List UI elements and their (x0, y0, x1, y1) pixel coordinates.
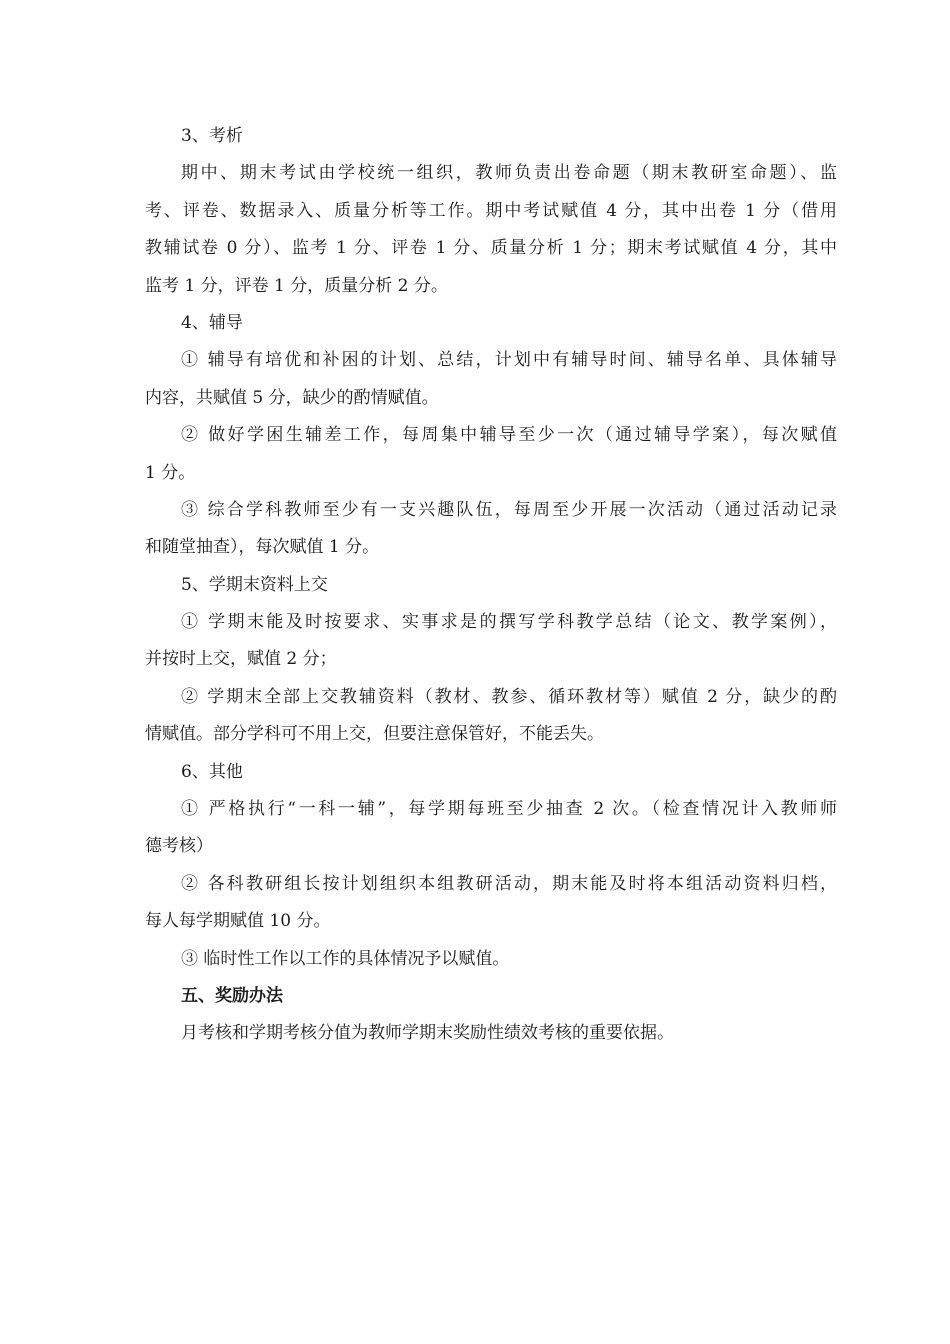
text-line: 内容，共赋值 5 分，缺少的酌情赋值。 (145, 387, 439, 408)
text-line: 德考核） (145, 836, 213, 857)
text-line: ③ 临时性工作以工作的具体情况予以赋值。 (181, 948, 510, 969)
text-line: 每人每学期赋值 10 分。 (145, 911, 331, 932)
text-line: 监考 1 分，评卷 1 分，质量分析 2 分。 (145, 275, 448, 296)
text-line: 6、其他 (181, 761, 243, 782)
text-line: ② 做好学困生辅差工作，每周集中辅导至少一次（通过辅导学案），每次赋值 (181, 425, 837, 446)
text-line: ③ 综合学科教师至少有一支兴趣队伍，每周至少开展一次活动（通过活动记录 (181, 499, 837, 520)
text-line: 教辅试卷 0 分）、监考 1 分、评卷 1 分、质量分析 1 分；期末考试赋值 4 分，其中 (145, 238, 837, 259)
text-line: 3、考析 (181, 126, 243, 146)
text-line: ② 各科教研组长按计划组织本组教研活动，期末能及时将本组活动资料归档， (181, 873, 837, 894)
text-line: 月考核和学期考核分值为教师学期末奖励性绩效考核的重要依据。 (181, 1023, 674, 1044)
text-line: ② 学期末全部上交教辅资料（教材、教参、循环教材等）赋值 2 分，缺少的酌 (181, 686, 837, 707)
text-line: 5、学期末资料上交 (181, 574, 328, 595)
text-line: 期中、期末考试由学校统一组织，教师负责出卷命题（期末教研室命题）、监 (181, 163, 837, 184)
text-line: 1 分。 (145, 462, 196, 483)
text-line: ① 学期末能及时按要求、实事求是的撰写学科教学总结（论文、教学案例）， (181, 612, 837, 633)
text-line: 4、辅导 (181, 312, 243, 333)
document-body (145, 118, 837, 1053)
text-line: 并按时上交，赋值 2 分； (145, 649, 337, 670)
text-line: 考、评卷、数据录入、质量分析等工作。期中考试赋值 4 分，其中出卷 1 分（借用 (145, 200, 837, 221)
text-line: 情赋值。部分学科可不用上交，但要注意保管好，不能丢失。 (145, 724, 604, 745)
text-line: ① 严格执行“一科一辅”，每学期每班至少抽查 2 次。（检查情况计入教师师 (181, 799, 837, 820)
section-heading: 五、奖励办法 (181, 985, 283, 1006)
text-line: ① 辅导有培优和补困的计划、总结，计划中有辅导时间、辅导名单、具体辅导 (181, 350, 837, 371)
text-line: 和随堂抽查），每次赋值 1 分。 (145, 537, 380, 558)
